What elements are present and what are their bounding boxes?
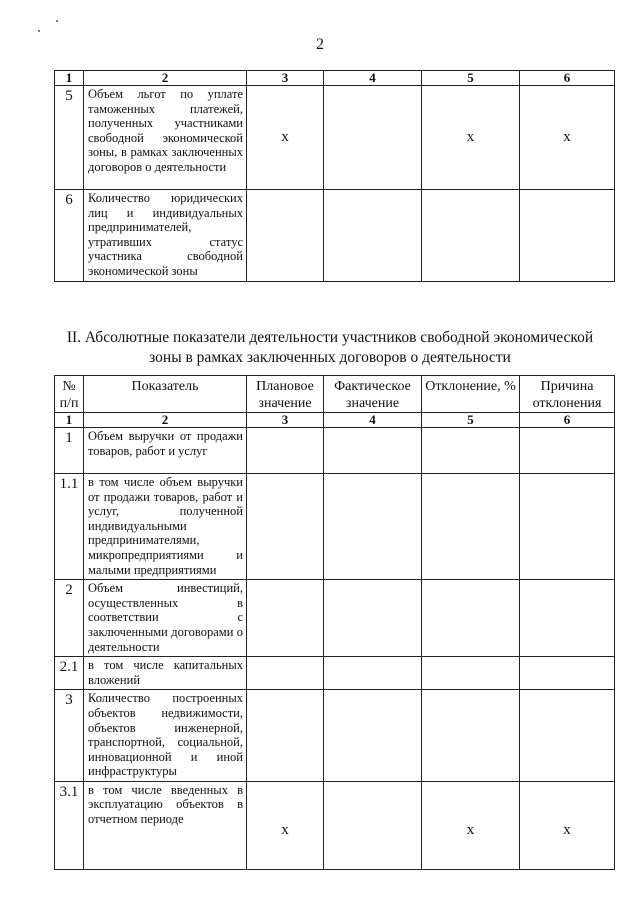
column-number-row xyxy=(55,413,615,428)
cell-value xyxy=(324,86,422,190)
table-row xyxy=(55,690,615,782)
cell-value xyxy=(247,428,324,474)
indicator-text: Количество построенных объектов недвижимости, объектов инженерной, транспортной, социальной, инновационной и иной инфраструктуры xyxy=(84,690,247,782)
col-number: 1 xyxy=(55,71,84,86)
row-number: 6 xyxy=(55,190,84,282)
indicator-text: Количество юридических лиц и индивидуальных предпринимателей, утративших статус участника свободной экономической зоны xyxy=(84,190,247,282)
cell-value xyxy=(422,690,520,782)
indicator-text: в том числе объем выручки от продажи товаров, работ и услуг, полученной индивидуальными предпринимателями, микропредприятиями и малыми предприятиями xyxy=(84,474,247,580)
cell-value xyxy=(520,428,615,474)
header-num: № п/п xyxy=(55,376,84,413)
table-row xyxy=(55,428,615,474)
cell-value xyxy=(422,428,520,474)
indicator-text: в том числе введенных в эксплуатацию объектов в отчетном периоде xyxy=(84,781,247,869)
col-number: 5 xyxy=(422,71,520,86)
table-row xyxy=(55,474,615,580)
section-title-line: II. Абсолютные показатели деятельности участников свободной экономической xyxy=(66,329,594,346)
header-planned: Плановое значение xyxy=(247,376,324,413)
cell-value xyxy=(324,190,422,282)
col-number: 5 xyxy=(422,413,520,428)
cell-value xyxy=(247,690,324,782)
cell-value: х xyxy=(520,781,615,869)
col-number: 6 xyxy=(520,71,615,86)
cell-value: х xyxy=(422,86,520,190)
section-title-line: зоны в рамках заключенных договоров о деятельности xyxy=(149,349,511,366)
absolute-indicators-table xyxy=(54,375,615,870)
cell-value xyxy=(247,657,324,690)
cell-value xyxy=(422,474,520,580)
cell-value xyxy=(520,474,615,580)
cell-value xyxy=(520,580,615,657)
scan-speck xyxy=(38,30,40,32)
cell-value xyxy=(324,657,422,690)
table-row xyxy=(55,86,615,190)
row-number: 1.1 xyxy=(55,474,84,580)
cell-value xyxy=(520,690,615,782)
col-number: 1 xyxy=(55,413,84,428)
cell-value xyxy=(324,428,422,474)
cell-value: х xyxy=(520,86,615,190)
indicator-text: в том числе капитальных вложений xyxy=(84,657,247,690)
header-actual: Фактическое значение xyxy=(324,376,422,413)
section-title xyxy=(40,328,620,368)
column-number-row xyxy=(55,71,615,86)
cell-value xyxy=(247,474,324,580)
row-number: 2 xyxy=(55,580,84,657)
table-row xyxy=(55,781,615,869)
cell-value xyxy=(324,781,422,869)
row-number: 3.1 xyxy=(55,781,84,869)
col-number: 2 xyxy=(84,413,247,428)
header-reason: Причина отклонения xyxy=(520,376,615,413)
indicator-text: Объем льгот по уплате таможенных платежей, полученных участниками свободной экономической зоны, в рамках заключенных договоров о деятельности xyxy=(84,86,247,190)
row-number: 2.1 xyxy=(55,657,84,690)
header-deviation: Отклонение, % xyxy=(422,376,520,413)
cell-value xyxy=(422,580,520,657)
col-number: 6 xyxy=(520,413,615,428)
cell-value: х xyxy=(247,86,324,190)
col-number: 4 xyxy=(324,71,422,86)
cell-value xyxy=(520,657,615,690)
header-row xyxy=(55,376,615,413)
cell-value: х xyxy=(247,781,324,869)
col-number: 4 xyxy=(324,413,422,428)
cell-value xyxy=(422,657,520,690)
col-number: 2 xyxy=(84,71,247,86)
indicator-text: Объем выручки от продажи товаров, работ и услуг xyxy=(84,428,247,474)
cell-value xyxy=(324,474,422,580)
cell-value xyxy=(247,190,324,282)
cell-value: х xyxy=(422,781,520,869)
cell-value xyxy=(247,580,324,657)
continuation-table xyxy=(54,70,615,282)
col-number: 3 xyxy=(247,413,324,428)
table-row xyxy=(55,657,615,690)
indicator-text: Объем инвестиций, осуществленных в соответствии с заключенными договорами о деятельности xyxy=(84,580,247,657)
row-number: 1 xyxy=(55,428,84,474)
scan-speck xyxy=(56,20,58,22)
cell-value xyxy=(324,580,422,657)
cell-value xyxy=(520,190,615,282)
cell-value xyxy=(422,190,520,282)
table-row xyxy=(55,580,615,657)
row-number: 5 xyxy=(55,86,84,190)
row-number: 3 xyxy=(55,690,84,782)
table-row xyxy=(55,190,615,282)
header-indicator: Показатель xyxy=(84,376,247,413)
col-number: 3 xyxy=(247,71,324,86)
page-number: 2 xyxy=(316,36,324,53)
cell-value xyxy=(324,690,422,782)
